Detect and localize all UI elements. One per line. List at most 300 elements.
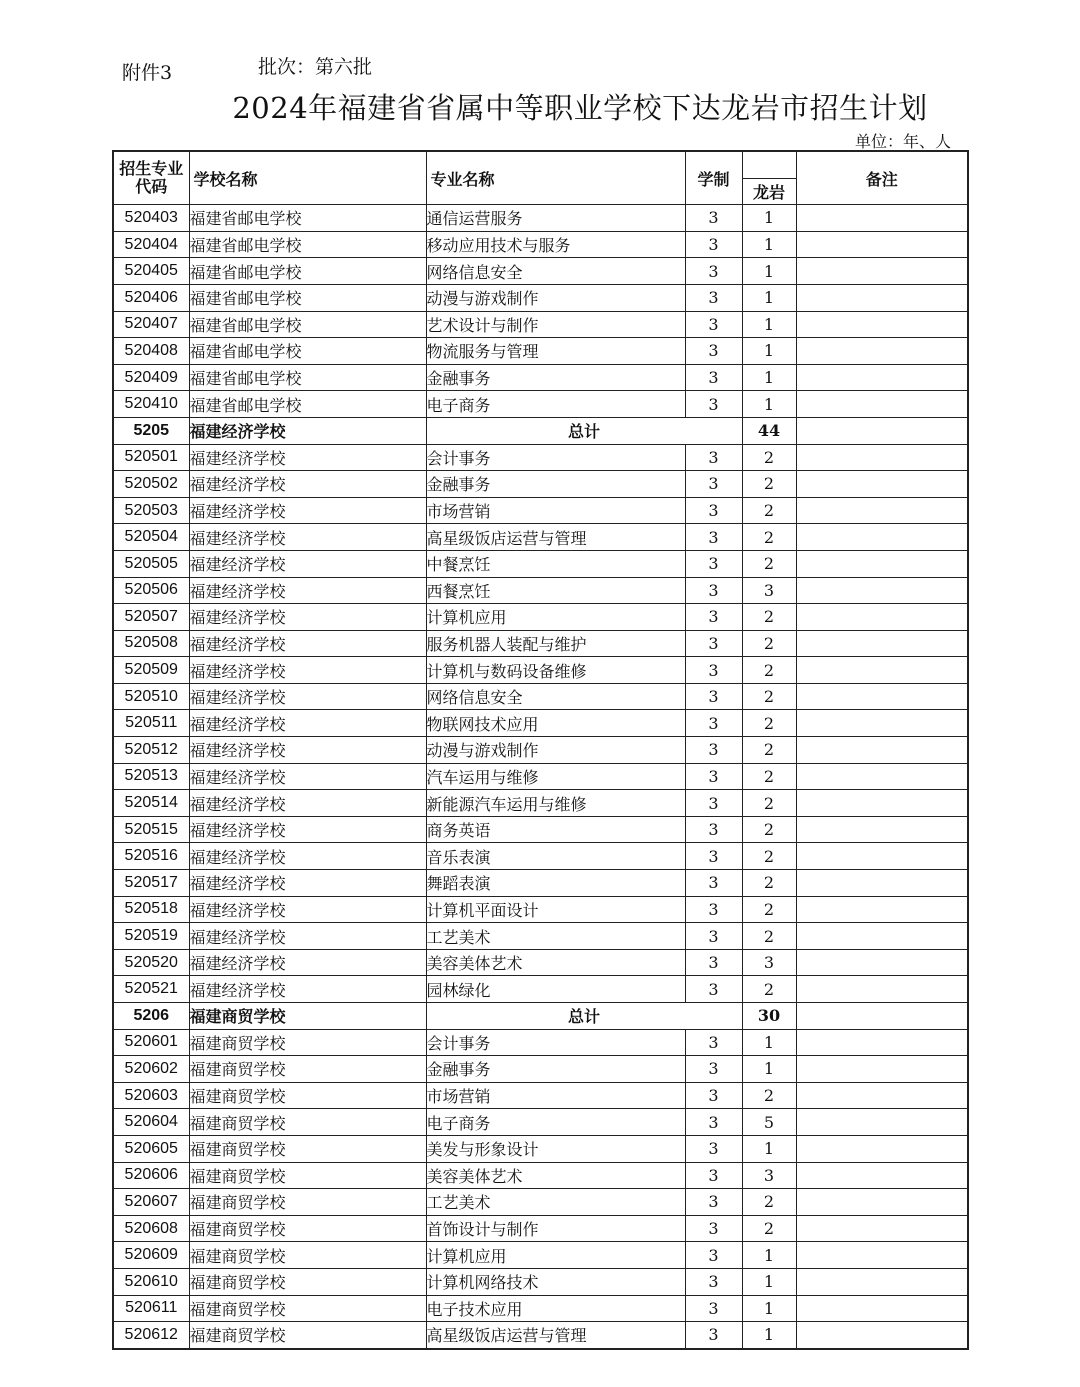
duration-cell: 3 [685, 311, 742, 338]
major-code-cell: 520606 [113, 1162, 189, 1189]
major-code-cell: 5206 [113, 1003, 189, 1030]
batch-label: 批次：第六批 [258, 56, 373, 78]
school-name-cell: 福建经济学校 [189, 417, 426, 444]
longyan-count-cell: 2 [742, 1189, 796, 1216]
table-row [113, 923, 968, 950]
longyan-count-cell: 2 [742, 816, 796, 843]
remarks-cell [796, 1135, 968, 1162]
school-name-cell: 福建经济学校 [189, 790, 426, 817]
duration-cell: 3 [685, 976, 742, 1003]
duration-cell: 3 [685, 550, 742, 577]
remarks-cell [796, 976, 968, 1003]
school-name-cell: 福建经济学校 [189, 524, 426, 551]
table-row [113, 790, 968, 817]
school-name-cell: 福建经济学校 [189, 976, 426, 1003]
table-row [113, 391, 968, 418]
major-code-cell: 520608 [113, 1215, 189, 1242]
school-name-cell: 福建经济学校 [189, 577, 426, 604]
major-name-cell: 物联网技术应用 [426, 710, 685, 737]
school-name-cell: 福建省邮电学校 [189, 391, 426, 418]
school-name-cell: 福建经济学校 [189, 604, 426, 631]
major-name-cell: 汽车运用与维修 [426, 763, 685, 790]
longyan-count-cell: 44 [742, 417, 796, 444]
remarks-cell [796, 1322, 968, 1349]
school-name-cell: 福建商贸学校 [189, 1109, 426, 1136]
remarks-cell [796, 284, 968, 311]
duration-cell: 3 [685, 1082, 742, 1109]
table-row [113, 896, 968, 923]
duration-cell: 3 [685, 1109, 742, 1136]
major-name-cell: 金融事务 [426, 1056, 685, 1083]
remarks-cell [796, 1215, 968, 1242]
longyan-count-cell: 1 [742, 364, 796, 391]
major-code-cell: 520406 [113, 284, 189, 311]
remarks-cell [796, 630, 968, 657]
remarks-cell [796, 1056, 968, 1083]
remarks-cell [796, 923, 968, 950]
major-name-cell: 计算机应用 [426, 604, 685, 631]
major-name-cell: 会计事务 [426, 1029, 685, 1056]
major-name-cell: 首饰设计与制作 [426, 1215, 685, 1242]
major-name-cell: 物流服务与管理 [426, 338, 685, 365]
remarks-cell [796, 550, 968, 577]
duration-cell: 3 [685, 843, 742, 870]
major-code-cell: 520510 [113, 683, 189, 710]
table-row [113, 870, 968, 897]
school-name-cell: 福建商贸学校 [189, 1215, 426, 1242]
major-code-cell: 520508 [113, 630, 189, 657]
major-code-cell: 520610 [113, 1268, 189, 1295]
longyan-count-cell: 1 [742, 1056, 796, 1083]
longyan-count-cell: 2 [742, 843, 796, 870]
longyan-count-cell: 2 [742, 763, 796, 790]
major-code-cell: 520518 [113, 896, 189, 923]
longyan-count-cell: 1 [742, 258, 796, 285]
major-code-cell: 520503 [113, 497, 189, 524]
duration-cell: 3 [685, 1189, 742, 1216]
duration-cell: 3 [685, 1162, 742, 1189]
duration-cell: 3 [685, 577, 742, 604]
school-name-cell: 福建省邮电学校 [189, 338, 426, 365]
duration-cell: 3 [685, 1029, 742, 1056]
school-name-cell: 福建商贸学校 [189, 1135, 426, 1162]
school-name-cell: 福建商贸学校 [189, 1003, 426, 1030]
school-name-cell: 福建经济学校 [189, 923, 426, 950]
table-row [113, 577, 968, 604]
major-name-cell: 美容美体艺术 [426, 1162, 685, 1189]
longyan-count-cell: 1 [742, 284, 796, 311]
duration-cell: 3 [685, 497, 742, 524]
major-code-cell: 520521 [113, 976, 189, 1003]
major-name-cell: 金融事务 [426, 471, 685, 498]
remarks-cell [796, 683, 968, 710]
major-name-cell: 中餐烹饪 [426, 550, 685, 577]
major-code-cell: 520501 [113, 444, 189, 471]
remarks-cell [796, 1295, 968, 1322]
school-name-cell: 福建商贸学校 [189, 1322, 426, 1349]
table-row [113, 630, 968, 657]
duration-cell: 3 [685, 870, 742, 897]
table-row [113, 1215, 968, 1242]
remarks-cell [796, 311, 968, 338]
duration-cell: 3 [685, 1295, 742, 1322]
duration-cell: 3 [685, 258, 742, 285]
remarks-cell [796, 763, 968, 790]
longyan-count-cell: 1 [742, 1268, 796, 1295]
remarks-cell [796, 843, 968, 870]
remarks-cell [796, 524, 968, 551]
table-row [113, 1322, 968, 1349]
school-name-cell: 福建经济学校 [189, 444, 426, 471]
remarks-cell [796, 417, 968, 444]
longyan-count-cell: 5 [742, 1109, 796, 1136]
table-row [113, 471, 968, 498]
duration-cell: 3 [685, 364, 742, 391]
duration-cell: 3 [685, 231, 742, 258]
table-row [113, 1189, 968, 1216]
major-name-cell: 计算机平面设计 [426, 896, 685, 923]
longyan-count-cell: 2 [742, 710, 796, 737]
major-name-cell: 动漫与游戏制作 [426, 284, 685, 311]
remarks-cell [796, 949, 968, 976]
major-code-cell: 520517 [113, 870, 189, 897]
duration-cell: 3 [685, 524, 742, 551]
duration-cell: 3 [685, 923, 742, 950]
attachment-label: 附件3 [122, 62, 173, 84]
major-name-cell: 会计事务 [426, 444, 685, 471]
major-name-cell: 西餐烹饪 [426, 577, 685, 604]
longyan-count-cell: 2 [742, 896, 796, 923]
table-row [113, 364, 968, 391]
school-name-cell: 福建经济学校 [189, 870, 426, 897]
major-code-cell: 520507 [113, 604, 189, 631]
major-code-cell: 520509 [113, 657, 189, 684]
longyan-count-cell: 2 [742, 923, 796, 950]
table-row [113, 976, 968, 1003]
table-row [113, 710, 968, 737]
duration-cell: 3 [685, 1268, 742, 1295]
school-name-cell: 福建省邮电学校 [189, 311, 426, 338]
longyan-count-cell: 1 [742, 391, 796, 418]
major-name-cell: 计算机与数码设备维修 [426, 657, 685, 684]
duration-cell: 3 [685, 391, 742, 418]
school-name-cell: 福建经济学校 [189, 737, 426, 764]
major-code-cell: 520601 [113, 1029, 189, 1056]
table-row [113, 1082, 968, 1109]
school-name-cell: 福建经济学校 [189, 896, 426, 923]
major-code-cell: 520502 [113, 471, 189, 498]
longyan-count-cell: 2 [742, 630, 796, 657]
remarks-cell [796, 816, 968, 843]
table-row [113, 1056, 968, 1083]
school-name-cell: 福建商贸学校 [189, 1189, 426, 1216]
major-name-cell: 市场营销 [426, 1082, 685, 1109]
table-row [113, 683, 968, 710]
school-name-cell: 福建省邮电学校 [189, 205, 426, 232]
major-name-cell: 市场营销 [426, 497, 685, 524]
remarks-cell [796, 444, 968, 471]
school-name-cell: 福建商贸学校 [189, 1295, 426, 1322]
table-row [113, 311, 968, 338]
major-name-cell: 电子商务 [426, 391, 685, 418]
major-name-cell: 高星级饭店运营与管理 [426, 1322, 685, 1349]
table-row [113, 205, 968, 232]
major-name-cell: 工艺美术 [426, 923, 685, 950]
school-name-cell: 福建商贸学校 [189, 1162, 426, 1189]
major-code-cell: 520603 [113, 1082, 189, 1109]
remarks-cell [796, 1242, 968, 1269]
major-name-cell: 电子商务 [426, 1109, 685, 1136]
remarks-cell [796, 790, 968, 817]
remarks-cell [796, 1082, 968, 1109]
remarks-cell [796, 471, 968, 498]
duration-cell: 3 [685, 1242, 742, 1269]
column-header-school: 学校名称 [189, 151, 426, 205]
school-name-cell: 福建商贸学校 [189, 1082, 426, 1109]
table-row [113, 1242, 968, 1269]
major-code-cell: 520609 [113, 1242, 189, 1269]
duration-cell: 3 [685, 444, 742, 471]
table-body [113, 205, 968, 1349]
remarks-cell [796, 231, 968, 258]
longyan-count-cell: 2 [742, 524, 796, 551]
major-code-cell: 520512 [113, 737, 189, 764]
longyan-count-cell: 1 [742, 1135, 796, 1162]
total-label-cell: 总计 [426, 417, 742, 444]
longyan-count-cell: 2 [742, 550, 796, 577]
duration-cell: 3 [685, 1322, 742, 1349]
school-name-cell: 福建经济学校 [189, 550, 426, 577]
unit-label: 单位：年、人 [855, 132, 952, 151]
remarks-cell [796, 710, 968, 737]
duration-cell: 3 [685, 710, 742, 737]
longyan-count-cell: 2 [742, 976, 796, 1003]
school-name-cell: 福建省邮电学校 [189, 258, 426, 285]
school-name-cell: 福建省邮电学校 [189, 231, 426, 258]
remarks-cell [796, 391, 968, 418]
major-code-cell: 520404 [113, 231, 189, 258]
duration-cell: 3 [685, 1215, 742, 1242]
duration-cell: 3 [685, 896, 742, 923]
school-name-cell: 福建经济学校 [189, 843, 426, 870]
remarks-cell [796, 1162, 968, 1189]
duration-cell: 3 [685, 338, 742, 365]
major-name-cell: 网络信息安全 [426, 258, 685, 285]
major-name-cell: 美容美体艺术 [426, 949, 685, 976]
table-row [113, 550, 968, 577]
major-name-cell: 金融事务 [426, 364, 685, 391]
longyan-count-cell: 3 [742, 949, 796, 976]
longyan-count-cell: 1 [742, 1029, 796, 1056]
duration-cell: 3 [685, 737, 742, 764]
table-row [113, 1295, 968, 1322]
major-code-cell: 520605 [113, 1135, 189, 1162]
longyan-count-cell: 2 [742, 657, 796, 684]
remarks-cell [796, 1029, 968, 1056]
enrollment-plan-table [112, 150, 969, 1350]
major-name-cell: 高星级饭店运营与管理 [426, 524, 685, 551]
major-code-cell: 520505 [113, 550, 189, 577]
column-header-remarks: 备注 [796, 151, 968, 205]
remarks-cell [796, 1189, 968, 1216]
major-code-cell: 520602 [113, 1056, 189, 1083]
duration-cell: 3 [685, 790, 742, 817]
longyan-count-cell: 1 [742, 1295, 796, 1322]
longyan-count-cell: 2 [742, 604, 796, 631]
table-row [113, 1029, 968, 1056]
major-name-cell: 动漫与游戏制作 [426, 737, 685, 764]
major-code-cell: 520519 [113, 923, 189, 950]
school-name-cell: 福建省邮电学校 [189, 284, 426, 311]
remarks-cell [796, 737, 968, 764]
duration-cell: 3 [685, 1056, 742, 1083]
remarks-cell [796, 1109, 968, 1136]
school-name-cell: 福建经济学校 [189, 657, 426, 684]
longyan-count-cell: 2 [742, 1215, 796, 1242]
table-row [113, 1135, 968, 1162]
major-name-cell: 移动应用技术与服务 [426, 231, 685, 258]
duration-cell: 3 [685, 816, 742, 843]
longyan-count-cell: 1 [742, 231, 796, 258]
table-row [113, 816, 968, 843]
duration-cell: 3 [685, 471, 742, 498]
remarks-cell [796, 205, 968, 232]
school-total-row [113, 417, 968, 444]
major-name-cell: 工艺美术 [426, 1189, 685, 1216]
longyan-count-cell: 2 [742, 444, 796, 471]
remarks-cell [796, 870, 968, 897]
table-row [113, 231, 968, 258]
table-row [113, 444, 968, 471]
longyan-count-cell: 1 [742, 205, 796, 232]
longyan-count-cell: 2 [742, 790, 796, 817]
major-code-cell: 520515 [113, 816, 189, 843]
longyan-count-cell: 2 [742, 1082, 796, 1109]
major-code-cell: 520612 [113, 1322, 189, 1349]
major-name-cell: 园林绿化 [426, 976, 685, 1003]
table-row [113, 1109, 968, 1136]
longyan-count-cell: 2 [742, 497, 796, 524]
column-header-region: 龙岩 [742, 178, 796, 205]
longyan-count-cell: 1 [742, 311, 796, 338]
longyan-count-cell: 1 [742, 1322, 796, 1349]
major-name-cell: 商务英语 [426, 816, 685, 843]
page-title: 2024年福建省省属中等职业学校下达龙岩市招生计划 [232, 91, 928, 125]
school-name-cell: 福建经济学校 [189, 471, 426, 498]
major-name-cell: 美发与形象设计 [426, 1135, 685, 1162]
school-name-cell: 福建经济学校 [189, 710, 426, 737]
longyan-count-cell: 3 [742, 577, 796, 604]
remarks-cell [796, 896, 968, 923]
major-code-cell: 520513 [113, 763, 189, 790]
remarks-cell [796, 497, 968, 524]
major-code-cell: 520516 [113, 843, 189, 870]
longyan-count-cell: 1 [742, 338, 796, 365]
major-name-cell: 电子技术应用 [426, 1295, 685, 1322]
major-name-cell: 舞蹈表演 [426, 870, 685, 897]
major-name-cell: 计算机网络技术 [426, 1268, 685, 1295]
school-name-cell: 福建商贸学校 [189, 1029, 426, 1056]
table-row [113, 524, 968, 551]
school-name-cell: 福建经济学校 [189, 816, 426, 843]
duration-cell: 3 [685, 1135, 742, 1162]
table-row [113, 497, 968, 524]
major-code-cell: 520506 [113, 577, 189, 604]
major-code-cell: 520409 [113, 364, 189, 391]
table-row [113, 258, 968, 285]
school-name-cell: 福建经济学校 [189, 763, 426, 790]
major-code-cell: 520504 [113, 524, 189, 551]
major-name-cell: 通信运营服务 [426, 205, 685, 232]
duration-cell: 3 [685, 205, 742, 232]
column-header-code: 招生专业代码 [113, 151, 189, 205]
remarks-cell [796, 1268, 968, 1295]
longyan-count-cell: 3 [742, 1162, 796, 1189]
school-name-cell: 福建商贸学校 [189, 1242, 426, 1269]
longyan-count-cell: 1 [742, 1242, 796, 1269]
school-total-row [113, 1003, 968, 1030]
table-row [113, 604, 968, 631]
column-header-years: 学制 [685, 151, 742, 205]
table-header-row [113, 151, 968, 178]
longyan-count-cell: 30 [742, 1003, 796, 1030]
major-name-cell: 音乐表演 [426, 843, 685, 870]
duration-cell: 3 [685, 949, 742, 976]
duration-cell: 3 [685, 657, 742, 684]
major-code-cell: 520604 [113, 1109, 189, 1136]
table-row [113, 763, 968, 790]
major-code-cell: 520410 [113, 391, 189, 418]
column-header-major: 专业名称 [426, 151, 685, 205]
remarks-cell [796, 657, 968, 684]
longyan-count-cell: 2 [742, 683, 796, 710]
duration-cell: 3 [685, 630, 742, 657]
remarks-cell [796, 338, 968, 365]
major-code-cell: 520607 [113, 1189, 189, 1216]
table-row [113, 284, 968, 311]
major-name-cell: 艺术设计与制作 [426, 311, 685, 338]
major-name-cell: 计算机应用 [426, 1242, 685, 1269]
longyan-count-cell: 2 [742, 870, 796, 897]
duration-cell: 3 [685, 763, 742, 790]
duration-cell: 3 [685, 284, 742, 311]
major-code-cell: 520408 [113, 338, 189, 365]
major-code-cell: 520611 [113, 1295, 189, 1322]
remarks-cell [796, 577, 968, 604]
table-row [113, 1162, 968, 1189]
remarks-cell [796, 1003, 968, 1030]
major-code-cell: 520514 [113, 790, 189, 817]
major-code-cell: 5205 [113, 417, 189, 444]
table-row [113, 949, 968, 976]
major-code-cell: 520405 [113, 258, 189, 285]
table-row [113, 338, 968, 365]
school-name-cell: 福建省邮电学校 [189, 364, 426, 391]
major-code-cell: 520520 [113, 949, 189, 976]
table-row [113, 1268, 968, 1295]
major-name-cell: 新能源汽车运用与维修 [426, 790, 685, 817]
column-header-region-spacer [742, 151, 796, 178]
longyan-count-cell: 2 [742, 737, 796, 764]
table-row [113, 657, 968, 684]
remarks-cell [796, 258, 968, 285]
remarks-cell [796, 604, 968, 631]
major-name-cell: 服务机器人装配与维护 [426, 630, 685, 657]
major-code-cell: 520403 [113, 205, 189, 232]
school-name-cell: 福建经济学校 [189, 497, 426, 524]
major-name-cell: 网络信息安全 [426, 683, 685, 710]
duration-cell: 3 [685, 683, 742, 710]
